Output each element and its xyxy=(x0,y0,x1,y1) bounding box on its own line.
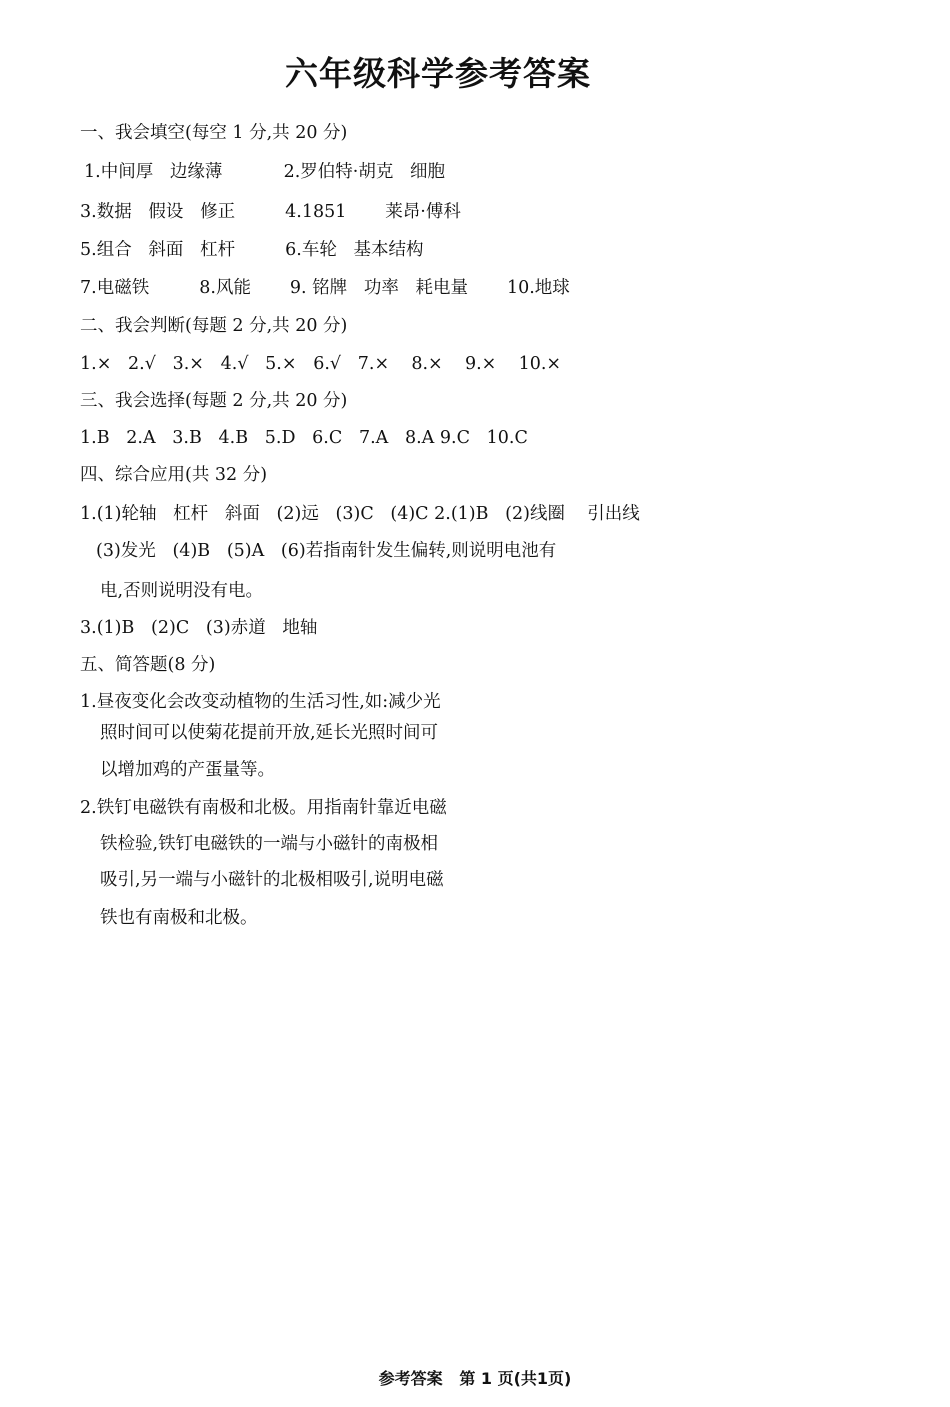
section-choice-heading: 三、我会选择(每题 2 分,共 20 分) xyxy=(80,391,348,411)
short-answer-q2-line-4: 铁也有南极和北极。 xyxy=(100,908,258,928)
section-fill-blank-heading: 一、我会填空(每空 1 分,共 20 分) xyxy=(80,123,348,143)
section-short-answer-heading: 五、简答题(8 分) xyxy=(80,655,216,675)
short-answer-q2-line-1: 2.铁钉电磁铁有南极和北极。用指南针靠近电磁 xyxy=(80,798,447,818)
fill-blank-row-2: 3.数据 假设 修正 4.1851 莱昂·傅科 xyxy=(80,202,461,222)
fill-blank-row-1: 1.中间厚 边缘薄 2.罗伯特·胡克 细胞 xyxy=(84,162,446,182)
choice-row-1: 1.B 2.A 3.B 4.B 5.D 6.C 7.A 8.A 9.C 10.C xyxy=(80,428,528,448)
page-title: 六年级科学参考答案 xyxy=(285,54,591,93)
application-row-1: 1.(1)轮轴 杠杆 斜面 (2)远 (3)C (4)C 2.(1)B (2)线圈 引出线 xyxy=(80,504,640,524)
section-application-heading: 四、综合应用(共 32 分) xyxy=(80,465,268,485)
short-answer-q2-line-2: 铁检验,铁钉电磁铁的一端与小磁针的南极相 xyxy=(100,834,439,854)
application-row-3: 电,否则说明没有电。 xyxy=(100,581,264,601)
short-answer-q1-line-1: 1.昼夜变化会改变动植物的生活习性,如:减少光 xyxy=(80,692,441,712)
application-row-4: 3.(1)B (2)C (3)赤道 地轴 xyxy=(80,618,318,638)
section-judge-heading: 二、我会判断(每题 2 分,共 20 分) xyxy=(80,316,348,336)
page-footer: 参考答案 第 1 页(共1页) xyxy=(378,1369,572,1388)
fill-blank-row-4: 7.电磁铁 8.风能 9. 铭牌 功率 耗电量 10.地球 xyxy=(80,278,570,298)
short-answer-q1-line-2: 照时间可以使菊花提前开放,延长光照时间可 xyxy=(100,723,439,743)
judge-row-1: 1.× 2.√ 3.× 4.√ 5.× 6.√ 7.× 8.× 9.× 10.× xyxy=(80,354,562,374)
fill-blank-row-3: 5.组合 斜面 杠杆 6.车轮 基本结构 xyxy=(80,240,424,260)
short-answer-q2-line-3: 吸引,另一端与小磁针的北极相吸引,说明电磁 xyxy=(100,870,444,890)
short-answer-q1-line-3: 以增加鸡的产蛋量等。 xyxy=(100,760,275,780)
application-row-2: (3)发光 (4)B (5)A (6)若指南针发生偏转,则说明电池有 xyxy=(96,541,557,561)
